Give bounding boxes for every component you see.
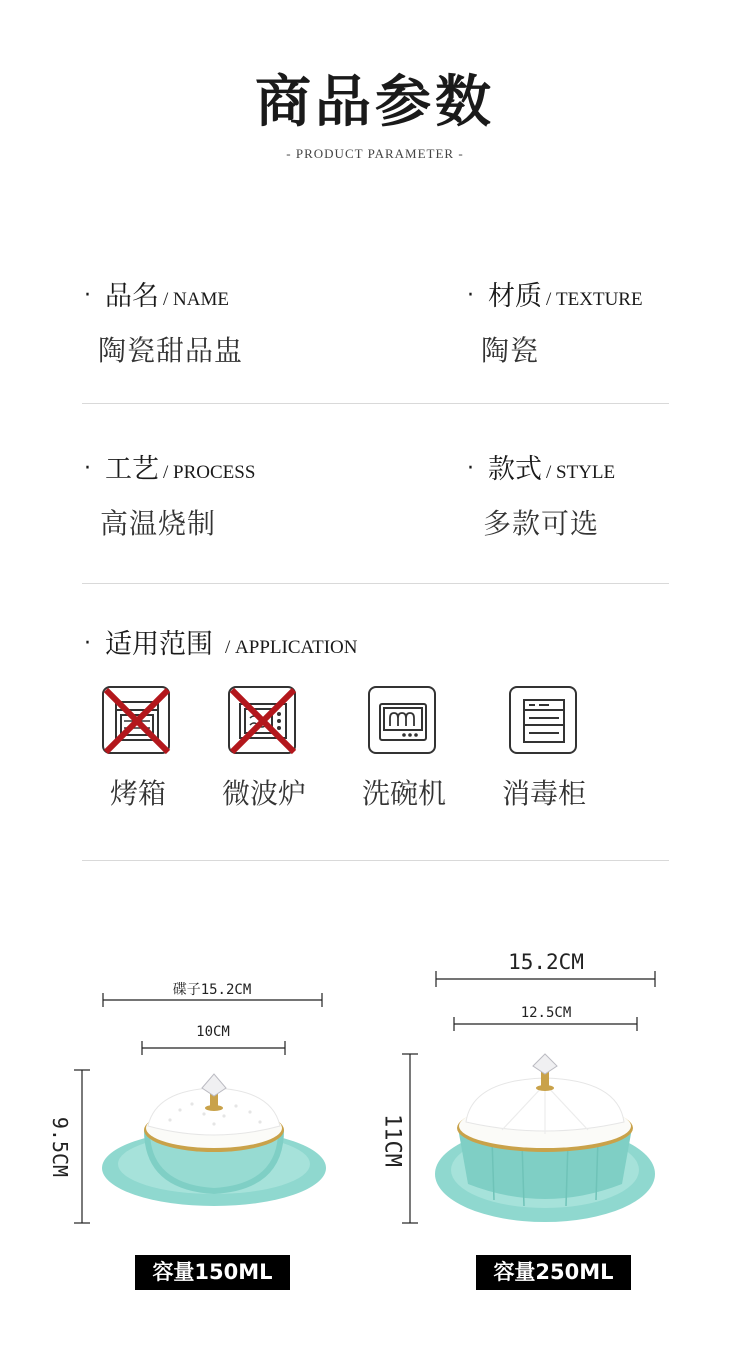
plate-width-label: 碟子15.2CM xyxy=(172,982,252,998)
param-label-cn: 材质 xyxy=(488,281,542,312)
param-label-cn: 款式 xyxy=(488,454,542,485)
bullet-dot: · xyxy=(84,283,91,308)
divider xyxy=(82,583,669,584)
application-label xyxy=(84,622,357,661)
application-item-microwave: 微波炉 xyxy=(221,777,306,810)
param-name-label xyxy=(84,274,229,313)
page-title: 商品参数 xyxy=(255,69,495,135)
page-subtitle: - PRODUCT PARAMETER - xyxy=(286,146,464,161)
param-process-value: 高温烧制 xyxy=(100,507,217,540)
application-label-en: / APPLICATION xyxy=(225,637,358,658)
bullet-dot: · xyxy=(84,456,91,481)
bullet-dot: · xyxy=(84,631,91,656)
dessert-bowl-250ml-image xyxy=(432,1052,658,1226)
application-item-dishwasher: 洗碗机 xyxy=(361,777,446,810)
plate-width-dimension-line xyxy=(100,992,326,1008)
param-name-value: 陶瓷甜品盅 xyxy=(98,334,244,367)
divider xyxy=(82,860,669,861)
height-label: 9.5CM xyxy=(48,1116,72,1178)
capacity-badge-250ml: 容量250ML xyxy=(476,1255,631,1290)
application-label-cn: 适用范围 xyxy=(105,629,213,660)
bowl-width-label: 10CM xyxy=(196,1024,230,1040)
capacity-badge-150ml: 容量150ML xyxy=(135,1255,290,1290)
application-item-sterilizer: 消毒柜 xyxy=(501,777,586,810)
param-label-cn: 工艺 xyxy=(105,454,159,485)
param-label-en: / STYLE xyxy=(546,462,616,483)
dishwasher-icon xyxy=(368,686,436,754)
bullet-dot: · xyxy=(467,456,474,481)
plate-width-label: 15.2CM xyxy=(508,950,584,974)
param-process-label xyxy=(84,447,255,486)
height-dimension-line xyxy=(72,1068,92,1226)
sterilizer-cabinet-icon xyxy=(509,686,577,754)
param-label-cn: 品名 xyxy=(105,281,159,312)
bullet-dot: · xyxy=(467,283,474,308)
param-label-en: / TEXTURE xyxy=(546,289,643,310)
param-label-en: / NAME xyxy=(163,289,229,310)
param-texture-label xyxy=(467,274,643,313)
param-style-label xyxy=(467,447,615,486)
divider xyxy=(82,403,669,404)
plate-width-dimension-line xyxy=(433,970,659,988)
param-texture-value: 陶瓷 xyxy=(481,334,540,367)
bowl-width-label: 12.5CM xyxy=(520,1005,572,1021)
bowl-width-dimension-line xyxy=(139,1040,289,1056)
application-item-oven: 烤箱 xyxy=(109,777,166,810)
bowl-width-dimension-line xyxy=(451,1016,641,1032)
dessert-bowl-150ml-image xyxy=(100,1070,332,1210)
microwave-icon xyxy=(228,686,296,754)
param-label-en: / PROCESS xyxy=(163,462,256,483)
height-label: 11CM xyxy=(379,1114,405,1167)
param-style-value: 多款可选 xyxy=(483,507,600,540)
oven-icon xyxy=(102,686,170,754)
